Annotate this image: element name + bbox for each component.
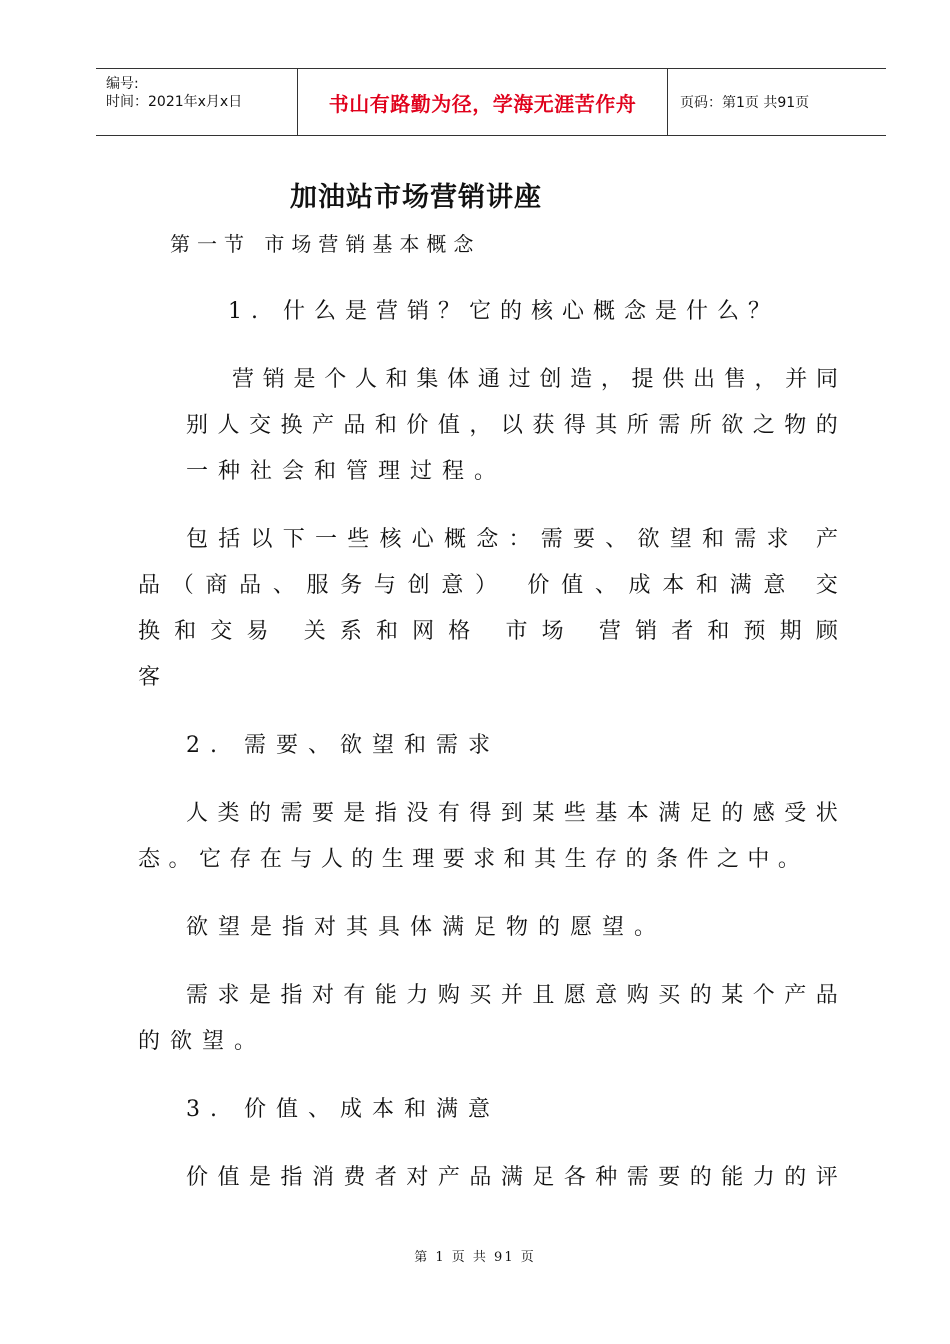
document-number-label: 编号: bbox=[106, 76, 139, 92]
paragraph-5-line-2: 的欲望。 bbox=[138, 1029, 267, 1054]
question-3: 3. 价值、成本和满意 bbox=[186, 1097, 500, 1122]
section-heading: 第一节 市场营销基本概念 bbox=[170, 232, 481, 256]
header-page-info: 页码：第1页 共91页 bbox=[680, 95, 810, 111]
page-header bbox=[96, 68, 886, 136]
paragraph-6-line-1: 价 值 是 指 消 费 者 对 产 品 满 足 各 种 需 要 的 能 力 的 评 bbox=[186, 1165, 838, 1190]
question-1: 1. 什么是营销？它的核心概念是什么？ bbox=[228, 299, 779, 324]
header-motto-cell bbox=[298, 69, 668, 135]
paragraph-2-line-2: 品 （ 商 品 、 服 务 与 创 意 ） 价 值 、 成 本 和 满 意 交 bbox=[138, 573, 838, 598]
header-meta-cell bbox=[96, 69, 298, 135]
paragraph-3-line-2: 态 。 它 存 在 与 人 的 生 理 要 求 和 其 生 存 的 条 件 之 中 。 bbox=[138, 847, 800, 872]
document-title: 加油站市场营销讲座 bbox=[290, 182, 542, 213]
header-motto: 书山有路勤为径，学海无涯苦作舟 bbox=[328, 91, 637, 116]
paragraph-1-line-3: 一种社会和管理过程。 bbox=[186, 459, 507, 484]
page-footer: 第 1 页 共 91 页 bbox=[414, 1250, 536, 1265]
document-time-label: 时间：2021年x月x日 bbox=[106, 94, 243, 110]
paragraph-1-line-2: 别 人 交 换 产 品 和 价 值 ， 以 获 得 其 所 需 所 欲 之 物 的 bbox=[186, 413, 838, 438]
question-2: 2. 需要、欲望和需求 bbox=[186, 733, 500, 758]
header-page-cell bbox=[668, 69, 886, 135]
paragraph-1-line-1: 营 销 是 个 人 和 集 体 通 过 创 造 ， 提 供 出 售 ， 并 同 bbox=[232, 367, 838, 392]
paragraph-2-line-3: 换 和 交 易 关 系 和 网 格 市 场 营 销 者 和 预 期 顾 bbox=[138, 619, 838, 644]
paragraph-2-line-4: 客 bbox=[138, 665, 161, 690]
paragraph-4: 欲望是指对其具体满足物的愿望。 bbox=[186, 915, 667, 940]
paragraph-3-line-1: 人 类 的 需 要 是 指 没 有 得 到 某 些 基 本 满 足 的 感 受 状 bbox=[186, 801, 838, 826]
paragraph-2-line-1: 包 括 以 下 一 些 核 心 概 念 ： 需 要 、 欲 望 和 需 求 产 bbox=[186, 527, 838, 552]
paragraph-5-line-1: 需 求 是 指 对 有 能 力 购 买 并 且 愿 意 购 买 的 某 个 产 品 bbox=[186, 983, 838, 1008]
